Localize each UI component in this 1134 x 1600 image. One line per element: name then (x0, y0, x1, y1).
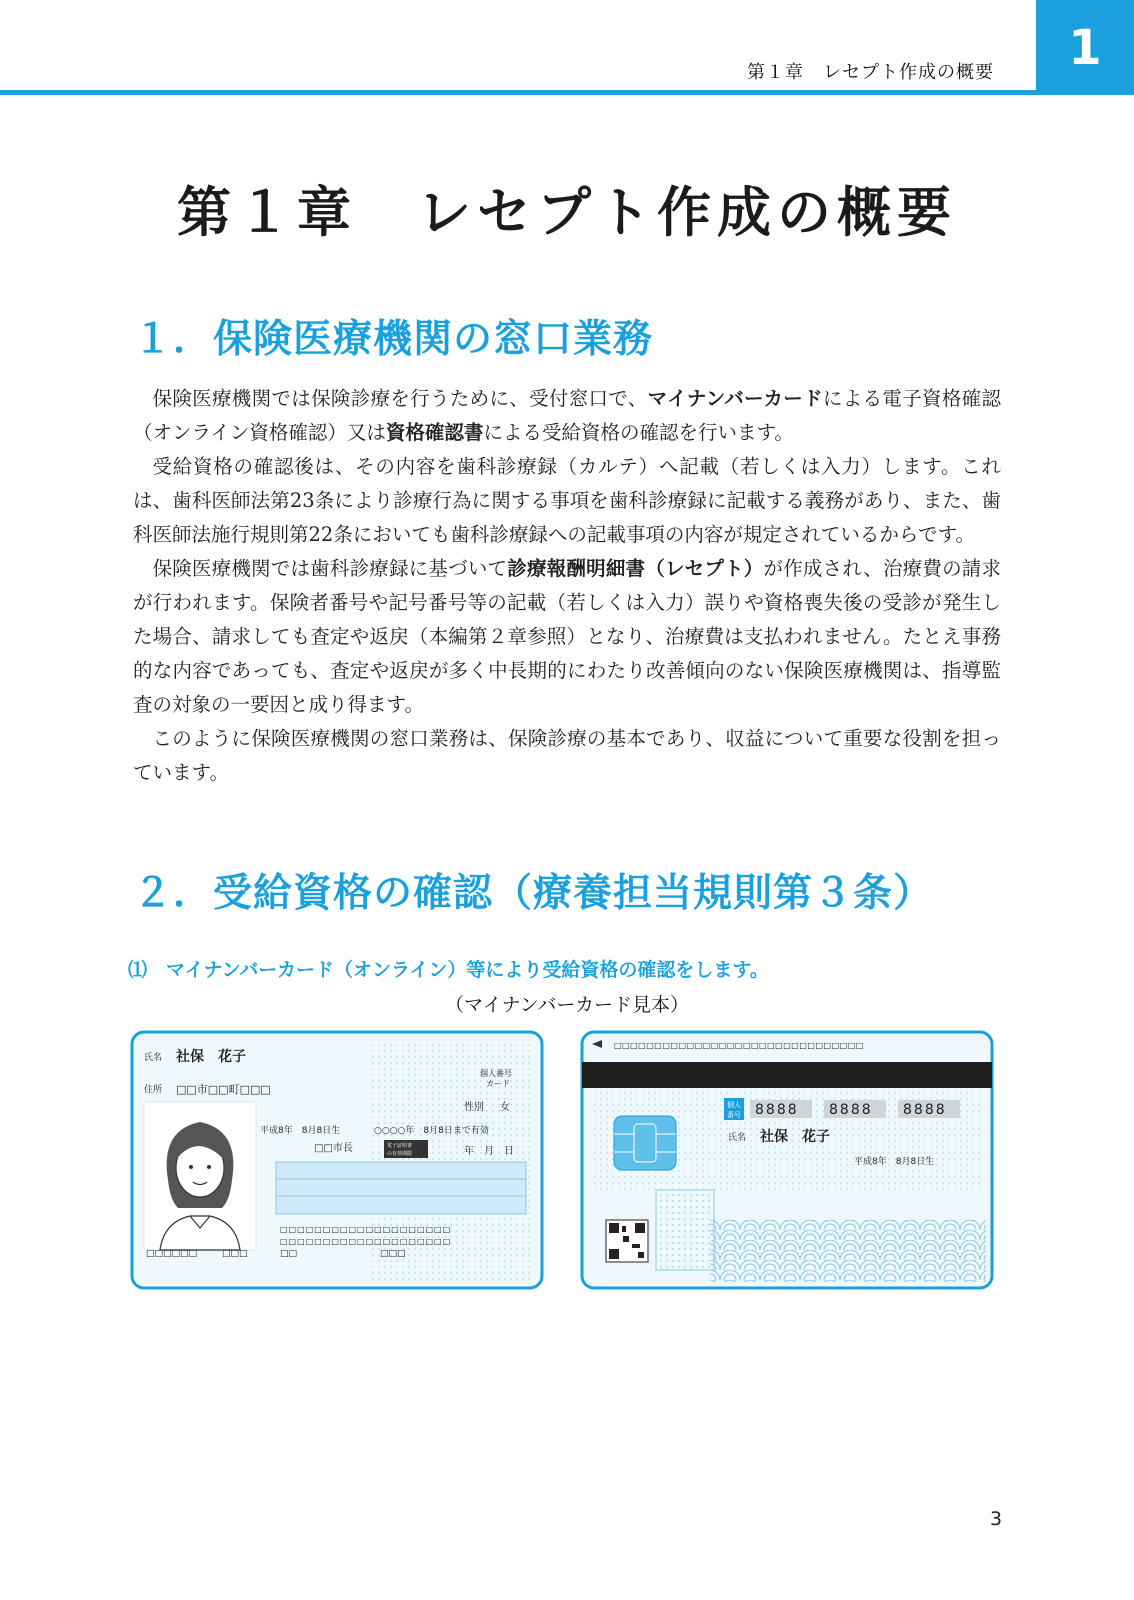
chapter-tab: 1 (1036, 0, 1134, 95)
text-run: 保険医療機関では歯科診療録に基づいて (152, 557, 508, 580)
portrait-photo (144, 1102, 256, 1250)
front-sex: 女 (500, 1102, 510, 1113)
front-date-label: 年 月 日 (464, 1146, 514, 1157)
number-group-3: 8888 (903, 1102, 947, 1118)
front-sex-label: 性別 (464, 1102, 484, 1113)
back-birth: 平成8年 8月8日生 (854, 1157, 935, 1167)
front-code-row-1: □□□□□□□□□□□□□□□□□□□□ (280, 1225, 452, 1234)
card-type-label-2: カード (486, 1079, 510, 1088)
mynumber-card-back (580, 1030, 994, 1290)
front-birth: 平成8年 8月8日生 (260, 1126, 341, 1136)
header-rule (0, 90, 1134, 95)
bold-term: マイナンバーカード (647, 387, 823, 410)
front-issuer: □□市長 (314, 1143, 353, 1154)
front-code-row-2: □□□□□□□□□□□□□□□□□□□□ (280, 1237, 452, 1246)
front-name: 社保 花子 (176, 1049, 246, 1065)
cert-label: 電子証明書 (387, 1143, 413, 1149)
front-foot-4: □□□ (380, 1249, 406, 1259)
body-paragraph (133, 722, 1001, 790)
back-name-label: 氏名 (728, 1133, 747, 1143)
text-run: による電子資格確認（オンライン資格確認）又は (133, 387, 1001, 444)
front-address: □□市□□町□□□ (176, 1083, 271, 1096)
ic-chip (614, 1116, 676, 1170)
page-number: 3 (990, 1508, 1003, 1530)
text-run: このように保険医療機関の窓口業務は、保険診療の基本であり、収益について重要な役割を担っています。 (133, 727, 1001, 784)
dot-code (656, 1190, 714, 1270)
magnetic-stripe (582, 1062, 992, 1088)
section-1-heading: １．保険医療機関の窓口業務 (133, 317, 654, 362)
bold-term: 資格確認書 (385, 421, 484, 444)
figure-caption: （マイナンバーカード見本） (445, 994, 689, 1016)
qr-code (606, 1220, 648, 1262)
running-title: 第１章 レセプト作成の概要 (747, 62, 994, 83)
front-foot-2: □□□ (222, 1249, 248, 1259)
number-group-1: 8888 (755, 1102, 799, 1118)
sub-heading: ⑴ マイナンバーカード（オンライン）等により受給資格の確認をします。 (128, 959, 769, 981)
chapter-heading: 第１章 レセプト作成の概要 (177, 180, 957, 244)
body-paragraph (133, 450, 1001, 552)
front-expiry: ○○○○年 8月8日まで有効 (374, 1126, 489, 1136)
section-2-heading: ２．受給資格の確認（療養担当規則第３条） (133, 871, 934, 916)
front-foot-1: □□□□□□ (146, 1249, 198, 1259)
number-badge: 個人 (727, 1101, 741, 1109)
text-run: 保険医療機関では保険診療を行うために、受付窓口で、 (152, 387, 648, 410)
text-run: による受給資格の確認を行います。 (483, 421, 794, 444)
section-1-body (133, 382, 1001, 790)
front-foot-3: □□ (280, 1249, 298, 1259)
cert-label-2: の有効期限 (387, 1151, 413, 1157)
body-paragraph (133, 552, 1001, 722)
mynumber-card-front (130, 1030, 544, 1290)
back-name: 社保 花子 (760, 1129, 830, 1145)
front-address-label: 住所 (144, 1085, 163, 1095)
number-group-2: 8888 (829, 1102, 873, 1118)
back-top-code: □□□□□□□□□□□□□□□□□□□□□□□□□□□□□□□ (614, 1041, 864, 1050)
front-name-label: 氏名 (144, 1053, 163, 1063)
bold-term: 診療報酬明細書（レセプト） (507, 557, 764, 580)
body-paragraph (133, 382, 1001, 450)
card-type-label: 個人番号 (480, 1069, 512, 1078)
text-run: 受給資格の確認後は、その内容を歯科診療録（カルテ）へ記載（若しくは入力）します。これは、歯科医師法第23条により診療行為に関する事項を歯科診療録に記載する義務があり、また、歯科医師法施行規則第22条においても歯科診療録への記載事項の内容が規定されているからです。 (133, 455, 1001, 546)
text-run: が作成され、治療費の請求が行われます。保険者番号や記号番号等の記載（若しくは入力）誤りや資格喪失後の受診が発生した場合、請求しても査定や返戻（本編第２章参照）となり、治療費は支払われません。たとえ事務的な内容であっても、査定や返戻が多く中長期的にわたり改善傾向のない保険医療機関は、指導監査の対象の一要因と成り得ます。 (133, 557, 1001, 716)
number-badge-2: 番号 (727, 1111, 741, 1119)
